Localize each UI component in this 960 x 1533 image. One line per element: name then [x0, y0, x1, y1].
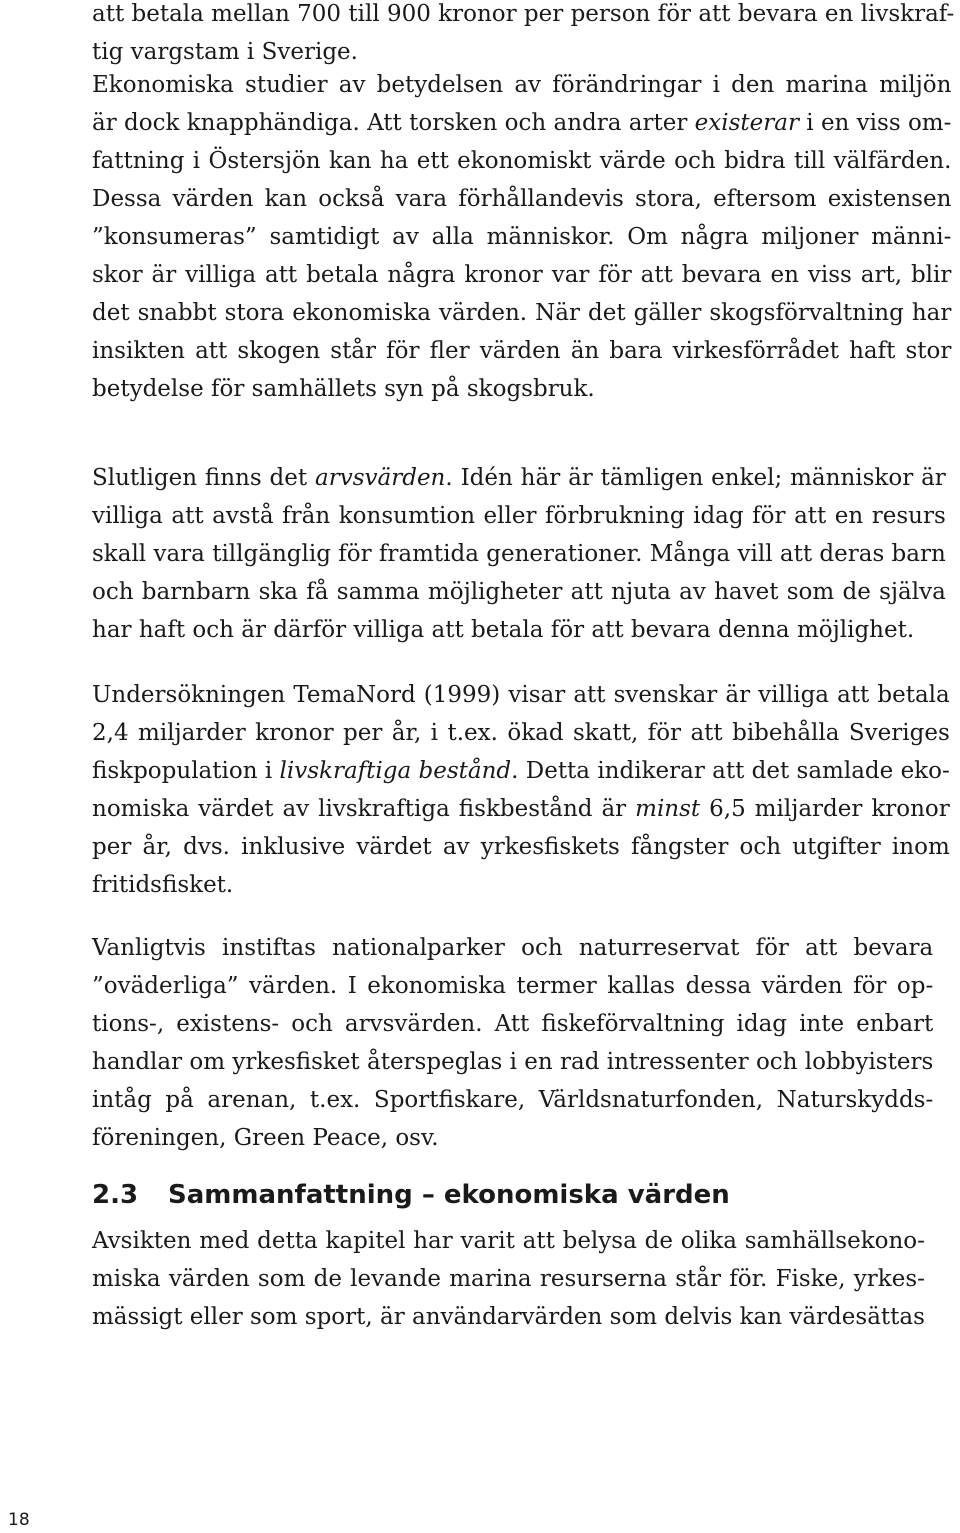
text-line: miska värden som de levande marina resurserna står för. Fiske, yrkes-	[92, 1266, 925, 1292]
text-line: fattning i Östersjön kan ha ett ekonomiskt värde och bidra till välfärden.	[92, 148, 952, 174]
text-line: tig vargstam i Sverige.	[92, 39, 358, 65]
paragraph-heritage-values	[92, 459, 946, 649]
text-line: insikten att skogen står för fler värden än bara virkesförrådet haft stor	[92, 338, 952, 364]
text-line: att betala mellan 700 till 900 kronor per person för att bevara en livskraf-	[92, 1, 955, 27]
text-line: villiga att avstå från konsumtion eller förbrukning idag för att en resurs	[92, 503, 946, 529]
text-line: skall vara tillgänglig för framtida generationer. Många vill att deras barn	[92, 541, 946, 567]
text-line: handlar om yrkesfisket återspeglas i en rad intressenter och lobbyisters	[92, 1049, 934, 1075]
section-number: 2.3	[92, 1180, 139, 1210]
text-line: och barnbarn ska få samma möjligheter att njuta av havet som de själva	[92, 579, 946, 605]
text-line: mässigt eller som sport, är användarvärden som delvis kan värdesättas	[92, 1304, 925, 1330]
text-line: fritidsfisket.	[92, 872, 234, 898]
section-heading	[92, 1180, 730, 1210]
text-line: intåg på arenan, t.ex. Sportfiskare, Världsnaturfonden, Naturskydds-	[92, 1087, 934, 1113]
text-line: betydelse för samhällets syn på skogsbruk.	[92, 376, 595, 402]
paragraph-national-parks	[92, 929, 933, 1157]
text-line: skor är villiga att betala några kronor var för att bevara en viss art, blir	[92, 262, 952, 288]
text-line: Slutligen finns det arvsvärden. Idén här är tämligen enkel; människor är	[92, 465, 946, 491]
text-line: Dessa värden kan också vara förhållandevis stora, eftersom existensen	[92, 186, 952, 212]
text-line: per år, dvs. inklusive värdet av yrkesfiskets fångster och utgifter inom	[92, 834, 950, 860]
text-line: föreningen, Green Peace, osv.	[92, 1125, 439, 1151]
text-line: Ekonomiska studier av betydelsen av förändringar i den marina miljön	[92, 72, 952, 98]
text-line: har haft och är därför villiga att betala för att bevara denna möjlighet.	[92, 617, 915, 643]
text-line: Undersökningen TemaNord (1999) visar att svenskar är villiga att betala	[92, 682, 950, 708]
text-line: det snabbt stora ekonomiska värden. När det gäller skogsförvaltning har	[92, 300, 952, 326]
paragraph-temanord-survey	[92, 676, 950, 904]
paragraph-marine-studies	[92, 66, 951, 408]
text-line: nomiska värdet av livskraftiga fiskbestånd är minst 6,5 miljarder kronor	[92, 796, 950, 822]
paragraph-summary	[92, 1222, 925, 1336]
text-line: ”konsumeras” samtidigt av alla människor. Om några miljoner männi-	[92, 224, 952, 250]
text-line: tions-, existens- och arvsvärden. Att fiskeförvaltning idag inte enbart	[92, 1011, 934, 1037]
text-line: Avsikten med detta kapitel har varit att belysa de olika samhällsekono-	[92, 1228, 925, 1254]
paragraph-wolf-valuation	[92, 0, 954, 71]
page-number: 18	[8, 1510, 30, 1530]
text-line: 2,4 miljarder kronor per år, i t.ex. ökad skatt, för att bibehålla Sveriges	[92, 720, 950, 746]
text-line: är dock knapphändiga. Att torsken och andra arter existerar i en viss om-	[92, 110, 952, 136]
text-line: ”oväderliga” värden. I ekonomiska termer kallas dessa värden för op-	[92, 973, 934, 999]
section-title: Sammanfattning – ekonomiska värden	[168, 1180, 730, 1210]
text-line: fiskpopulation i livskraftiga bestånd. Detta indikerar att det samlade eko-	[92, 758, 950, 784]
text-line: Vanligtvis instiftas nationalparker och naturreservat för att bevara	[92, 935, 934, 961]
